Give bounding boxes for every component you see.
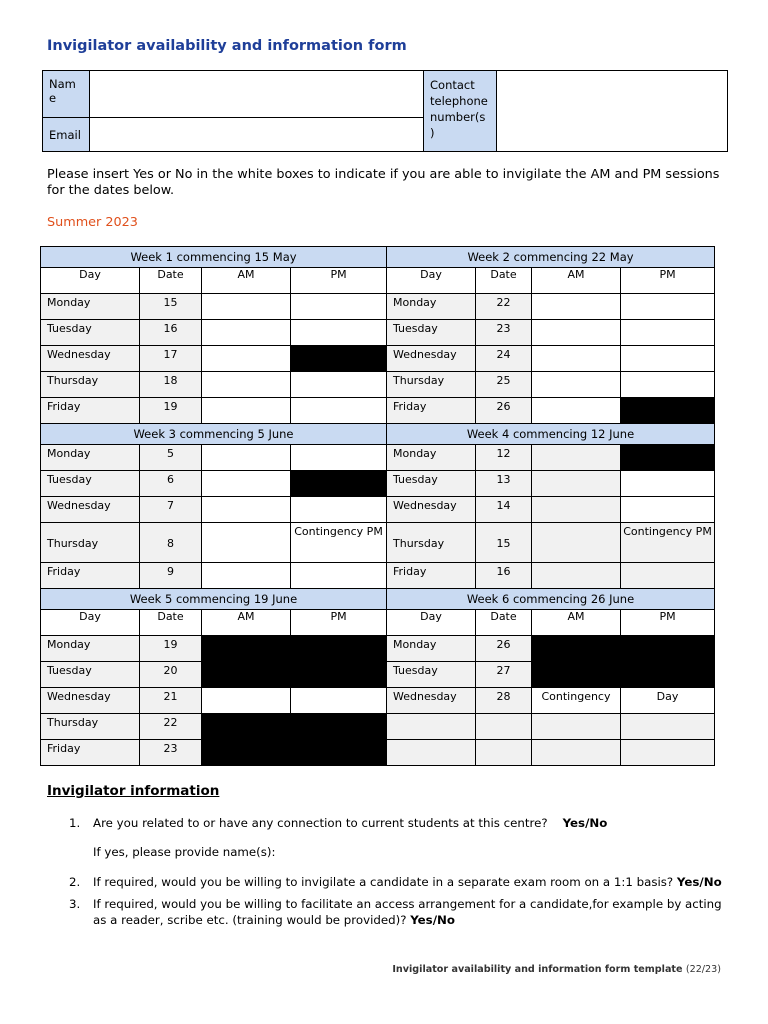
date-cell: 18 bbox=[140, 372, 202, 398]
unavailable-cell bbox=[532, 636, 621, 662]
email-field[interactable] bbox=[90, 118, 424, 152]
unavailable-cell bbox=[291, 346, 387, 372]
empty-cell bbox=[621, 740, 715, 766]
unavailable-cell bbox=[202, 662, 291, 688]
col-day-header: Day bbox=[387, 610, 476, 636]
date-cell: 26 bbox=[476, 398, 532, 424]
col-am-header: AM bbox=[202, 610, 291, 636]
unavailable-cell bbox=[291, 662, 387, 688]
am-cell[interactable] bbox=[202, 294, 291, 320]
pm-cell[interactable] bbox=[621, 294, 715, 320]
day-cell: Thursday bbox=[387, 523, 476, 563]
col-pm-header: PM bbox=[621, 268, 715, 294]
am-cell[interactable] bbox=[532, 471, 621, 497]
date-cell: 9 bbox=[140, 563, 202, 589]
day-cell: Tuesday bbox=[41, 662, 140, 688]
date-cell: 22 bbox=[476, 294, 532, 320]
pm-cell[interactable] bbox=[621, 497, 715, 523]
am-cell[interactable] bbox=[532, 346, 621, 372]
col-day-header: Day bbox=[387, 268, 476, 294]
contingency-cell[interactable]: Contingency bbox=[532, 688, 621, 714]
date-cell: 28 bbox=[476, 688, 532, 714]
empty-cell bbox=[532, 740, 621, 766]
instruction-text: Please insert Yes or No in the white boxes to indicate if you are able to invigilate the AM and PM sessions for the dates below. bbox=[47, 167, 720, 198]
am-cell[interactable] bbox=[202, 372, 291, 398]
question-1-yes-no[interactable]: Yes/No bbox=[562, 816, 608, 830]
unavailable-cell bbox=[202, 636, 291, 662]
availability-grid bbox=[40, 246, 715, 766]
phone-label: Contact telephone number(s ) bbox=[424, 71, 497, 152]
contingency-day-cell[interactable]: Day bbox=[621, 688, 715, 714]
day-cell: Tuesday bbox=[387, 320, 476, 346]
empty-cell bbox=[476, 714, 532, 740]
day-cell: Wednesday bbox=[41, 688, 140, 714]
col-date-header: Date bbox=[140, 268, 202, 294]
week1-header: Week 1 commencing 15 May bbox=[41, 247, 387, 268]
pm-cell[interactable] bbox=[291, 294, 387, 320]
pm-cell[interactable] bbox=[291, 398, 387, 424]
unavailable-cell bbox=[202, 714, 291, 740]
col-pm-header: PM bbox=[291, 610, 387, 636]
date-cell: 12 bbox=[476, 445, 532, 471]
empty-cell bbox=[476, 740, 532, 766]
date-cell: 21 bbox=[140, 688, 202, 714]
am-cell[interactable] bbox=[202, 320, 291, 346]
unavailable-cell bbox=[621, 398, 715, 424]
date-cell: 5 bbox=[140, 445, 202, 471]
pm-cell[interactable] bbox=[291, 372, 387, 398]
week3-header: Week 3 commencing 5 June bbox=[41, 424, 387, 445]
unavailable-cell bbox=[621, 662, 715, 688]
day-cell: Thursday bbox=[41, 523, 140, 563]
date-cell: 14 bbox=[476, 497, 532, 523]
col-date-header: Date bbox=[476, 610, 532, 636]
am-cell[interactable] bbox=[202, 445, 291, 471]
empty-cell bbox=[387, 740, 476, 766]
info-heading: Invigilator information bbox=[47, 783, 220, 799]
am-cell[interactable] bbox=[202, 688, 291, 714]
day-cell: Friday bbox=[41, 398, 140, 424]
date-cell: 24 bbox=[476, 346, 532, 372]
col-am-header: AM bbox=[532, 268, 621, 294]
day-cell: Thursday bbox=[387, 372, 476, 398]
am-cell[interactable] bbox=[202, 471, 291, 497]
am-cell[interactable] bbox=[532, 523, 621, 563]
day-cell: Monday bbox=[387, 636, 476, 662]
question-2 bbox=[93, 874, 733, 890]
col-day-header: Day bbox=[41, 610, 140, 636]
am-cell[interactable] bbox=[532, 294, 621, 320]
week2-header: Week 2 commencing 22 May bbox=[387, 247, 715, 268]
question-number: 3. bbox=[69, 897, 81, 911]
unavailable-cell bbox=[291, 636, 387, 662]
am-cell[interactable] bbox=[202, 563, 291, 589]
day-cell: Wednesday bbox=[41, 497, 140, 523]
am-cell[interactable] bbox=[532, 320, 621, 346]
day-cell: Wednesday bbox=[387, 497, 476, 523]
empty-cell bbox=[621, 714, 715, 740]
pm-cell[interactable] bbox=[621, 563, 715, 589]
page-number: (22/23) bbox=[685, 964, 721, 975]
col-pm-header: PM bbox=[621, 610, 715, 636]
name-label: Nam e bbox=[43, 71, 90, 118]
date-cell: 23 bbox=[140, 740, 202, 766]
am-cell[interactable] bbox=[532, 497, 621, 523]
col-am-header: AM bbox=[202, 268, 291, 294]
day-cell: Tuesday bbox=[41, 320, 140, 346]
name-field[interactable] bbox=[90, 71, 424, 118]
day-cell: Thursday bbox=[41, 714, 140, 740]
day-cell: Monday bbox=[41, 636, 140, 662]
date-cell: 16 bbox=[140, 320, 202, 346]
date-cell: 23 bbox=[476, 320, 532, 346]
footer-text: Invigilator availability and information form template bbox=[392, 964, 683, 975]
date-cell: 19 bbox=[140, 636, 202, 662]
day-cell: Thursday bbox=[41, 372, 140, 398]
col-date-header: Date bbox=[476, 268, 532, 294]
date-cell: 19 bbox=[140, 398, 202, 424]
pm-cell[interactable] bbox=[621, 471, 715, 497]
col-day-header: Day bbox=[41, 268, 140, 294]
unavailable-cell bbox=[621, 445, 715, 471]
term-heading: Summer 2023 bbox=[47, 215, 138, 230]
pm-cell[interactable] bbox=[291, 320, 387, 346]
unavailable-cell bbox=[621, 636, 715, 662]
pm-cell[interactable] bbox=[291, 563, 387, 589]
date-cell: 26 bbox=[476, 636, 532, 662]
date-cell: 6 bbox=[140, 471, 202, 497]
am-cell[interactable] bbox=[202, 398, 291, 424]
day-cell: Friday bbox=[387, 398, 476, 424]
date-cell: 7 bbox=[140, 497, 202, 523]
question-3 bbox=[93, 896, 723, 928]
date-cell: 15 bbox=[476, 523, 532, 563]
am-cell[interactable] bbox=[202, 497, 291, 523]
day-cell: Wednesday bbox=[387, 346, 476, 372]
day-cell: Wednesday bbox=[41, 346, 140, 372]
date-cell: 17 bbox=[140, 346, 202, 372]
col-am-header: AM bbox=[532, 610, 621, 636]
day-cell: Monday bbox=[387, 445, 476, 471]
question-1 bbox=[93, 815, 733, 831]
question-1-follow-up: If yes, please provide name(s): bbox=[93, 845, 276, 859]
day-cell: Friday bbox=[41, 740, 140, 766]
week5-header: Week 5 commencing 19 June bbox=[41, 589, 387, 610]
question-3-text: If required, would you be willing to facilitate an access arrangement for a candidate,for example by acting as a reader, scribe etc. (training would be provided)? bbox=[93, 897, 722, 927]
date-cell: 16 bbox=[476, 563, 532, 589]
day-cell: Tuesday bbox=[387, 471, 476, 497]
pm-cell[interactable] bbox=[621, 320, 715, 346]
contingency-pm-cell[interactable]: Contingency PM bbox=[291, 523, 387, 563]
question-3-yes-no[interactable]: Yes/No bbox=[410, 913, 455, 927]
unavailable-cell bbox=[202, 740, 291, 766]
date-cell: 15 bbox=[140, 294, 202, 320]
question-number: 1. bbox=[69, 816, 81, 830]
day-cell: Monday bbox=[387, 294, 476, 320]
unavailable-cell bbox=[291, 471, 387, 497]
question-2-yes-no[interactable]: Yes/No bbox=[676, 875, 722, 889]
am-cell[interactable] bbox=[202, 523, 291, 563]
unavailable-cell bbox=[291, 714, 387, 740]
date-cell: 22 bbox=[140, 714, 202, 740]
week6-header: Week 6 commencing 26 June bbox=[387, 589, 715, 610]
empty-cell bbox=[387, 714, 476, 740]
pm-cell[interactable] bbox=[291, 497, 387, 523]
contact-details-table bbox=[42, 70, 728, 152]
day-cell: Friday bbox=[41, 563, 140, 589]
footer bbox=[392, 964, 721, 975]
unavailable-cell bbox=[532, 662, 621, 688]
question-2-text: If required, would you be willing to invigilate a candidate in a separate exam room on a 1:1 basis? bbox=[93, 875, 674, 889]
unavailable-cell bbox=[291, 740, 387, 766]
pm-cell[interactable] bbox=[621, 346, 715, 372]
col-date-header: Date bbox=[140, 610, 202, 636]
email-label: Email bbox=[43, 118, 90, 152]
col-pm-header: PM bbox=[291, 268, 387, 294]
pm-cell[interactable] bbox=[291, 445, 387, 471]
pm-cell[interactable] bbox=[291, 688, 387, 714]
question-1-text: Are you related to or have any connection to current students at this centre? bbox=[93, 816, 548, 830]
contingency-pm-cell[interactable]: Contingency PM bbox=[621, 523, 715, 563]
empty-cell bbox=[532, 714, 621, 740]
day-cell: Friday bbox=[387, 563, 476, 589]
week4-header: Week 4 commencing 12 June bbox=[387, 424, 715, 445]
day-cell: Wednesday bbox=[387, 688, 476, 714]
date-cell: 20 bbox=[140, 662, 202, 688]
phone-field[interactable] bbox=[497, 71, 728, 152]
am-cell[interactable] bbox=[532, 445, 621, 471]
day-cell: Tuesday bbox=[387, 662, 476, 688]
date-cell: 13 bbox=[476, 471, 532, 497]
day-cell: Tuesday bbox=[41, 471, 140, 497]
date-cell: 8 bbox=[140, 523, 202, 563]
am-cell[interactable] bbox=[532, 372, 621, 398]
pm-cell[interactable] bbox=[621, 372, 715, 398]
question-number: 2. bbox=[69, 875, 81, 889]
am-cell[interactable] bbox=[202, 346, 291, 372]
date-cell: 27 bbox=[476, 662, 532, 688]
am-cell[interactable] bbox=[532, 563, 621, 589]
page-title: Invigilator availability and information form bbox=[47, 38, 407, 54]
am-cell[interactable] bbox=[532, 398, 621, 424]
date-cell: 25 bbox=[476, 372, 532, 398]
day-cell: Monday bbox=[41, 445, 140, 471]
day-cell: Monday bbox=[41, 294, 140, 320]
